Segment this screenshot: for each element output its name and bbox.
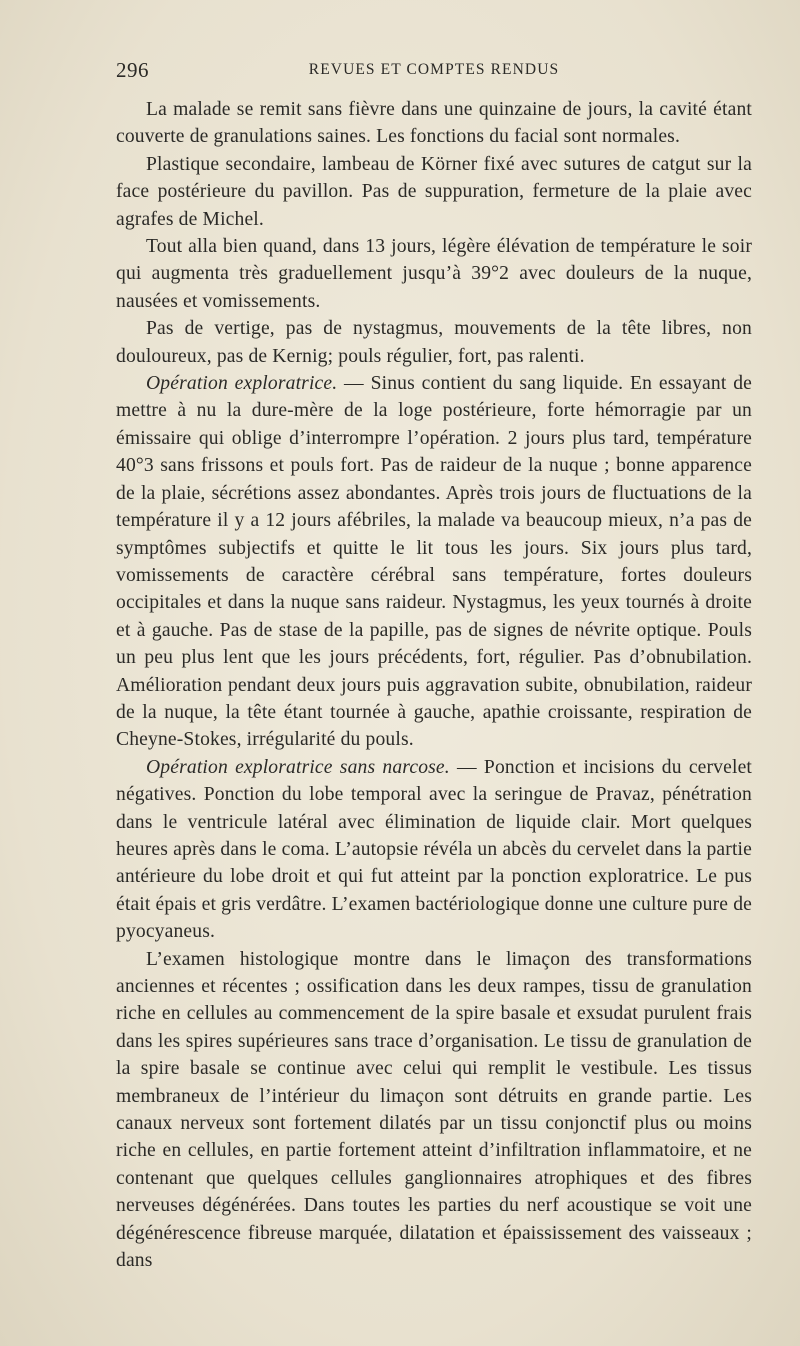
body-text (116, 96, 752, 1274)
paragraph-text: — Sinus contient du sang liquide. En essayant de mettre à nu la dure-mère de la loge postérieure, forte hémorragie par un émissaire qui oblige d’interrompre l’opération. 2 jours plus tard, température 40°3 sans frissons et pouls fort. Pas de raideur de la nuque ; bonne apparence de la plaie, sécrétions assez abondantes. Après trois jours de fluctuations de la température il y a 12 jours afébriles, la malade va beaucoup mieux, n’a pas de symptômes subjectifs et quitte le lit tous les jours. Six jours plus tard, vomissements de caractère cérébral sans température, fortes douleurs occipitales et dans la nuque sans raideur. Nystagmus, les yeux tournés à droite et à gauche. Pas de stase de la papille, pas de signes de névrite optique. Pouls un peu plus lent que les jours précédents, fort, régulier. Pas d’obnubilation. Amélioration pendant deux jours puis aggravation subite, obnubilation, raideur de la nuque, la tête étant tournée à gauche, apathie croissante, respiration de Cheyne-Stokes, irrégularité du pouls. (116, 373, 752, 751)
page-header (116, 58, 752, 84)
paragraph-text: — Ponction et incisions du cervelet négatives. Ponction du lobe temporal avec la seringue de Pravaz, pénétration dans le ventricule latéral avec élimination de liquide clair. Mort quelques heures après dans le coma. L’autopsie révéla un abcès du cervelet dans la partie antérieure du lobe droit et qui fut atteint par la ponction exploratrice. Le pus était épais et gris verdâtre. L’examen bactériologique donne une culture pure de pyocyaneus. (116, 756, 753, 943)
paragraph-text: La malade se remit sans fièvre dans une quinzaine de jours, la cavité étant couverte de granulations saines. Les fonctions du facial sont normales. (116, 99, 752, 148)
paragraph-text: Pas de vertige, pas de nystagmus, mouvements de la tête libres, non douloureux, pas de Kernig; pouls régulier, fort, pas ralenti. (116, 318, 752, 367)
page-number: 296 (116, 58, 149, 82)
paragraph-text: Tout alla bien quand, dans 13 jours, légère élévation de température le soir qui augmenta très graduellement jusqu’à 39°2 avec douleurs de la nuque, nausées et vomissements. (116, 236, 752, 312)
paragraph (116, 151, 752, 233)
paragraph (116, 754, 752, 946)
paragraph (116, 233, 752, 315)
paragraph (116, 946, 752, 1275)
paragraph-text: Plastique secondaire, lambeau de Körner fixé avec sutures de catgut sur la face postérieure du pavillon. Pas de suppuration, fermeture de la plaie avec agrafes de Michel. (116, 153, 752, 230)
paragraph-text: L’examen histologique montre dans le limaçon des transformations anciennes et récentes ; ossification dans les deux rampes, tissu de granulation riche en cellules au commencement de la spire basale et exsudat purulent frais dans les spires supérieures sans trace d’organisation. Le tissu de granulation de la spire basale se continue avec celui qui remplit le vestibule. Les tissus membraneux de l’intérieur du limaçon sont détruits en grande partie. Les canaux nerveux sont fortement dilatés par un tissu conjonctif plus ou moins riche en cellules, en partie fortement atteint d’infiltration inflammatoire, et ne contenant que quelques cellules ganglionnaires atrophiques et des fibres nerveuses dégénérées. Dans toutes les parties du nerf acoustique se voit une dégénérescence fibreuse marquée, dilatation et épaississement des vaisseaux ; dans (116, 948, 752, 1272)
section-heading-italic: Opération exploratrice sans narcose. (146, 756, 450, 778)
paragraph (116, 370, 752, 754)
running-title: REVUES ET COMPTES RENDUS (308, 61, 560, 78)
section-heading-italic: Opération exploratrice. (146, 373, 338, 395)
paragraph (116, 315, 752, 370)
paragraph (116, 96, 752, 151)
